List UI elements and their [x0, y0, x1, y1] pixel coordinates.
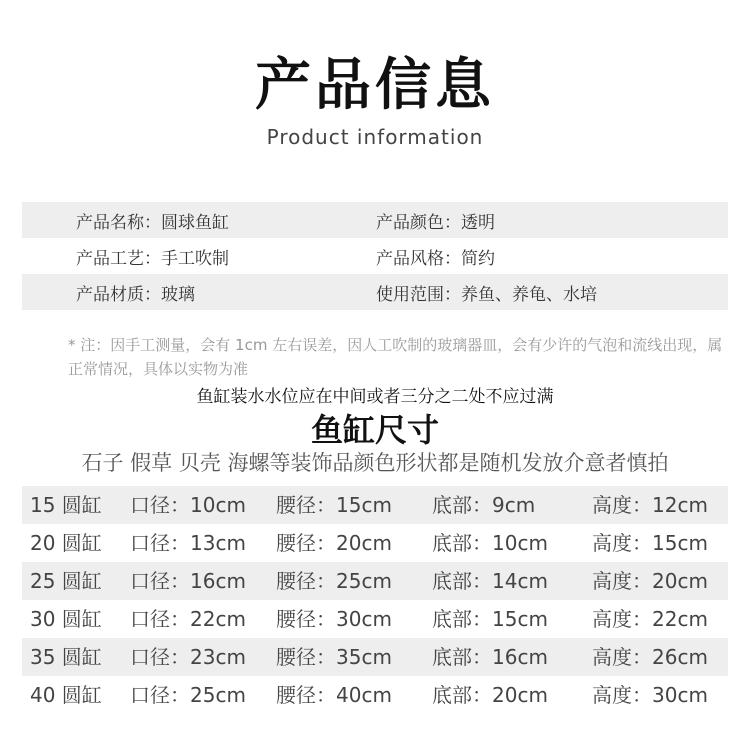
size-height: 高度：22cm — [592, 607, 708, 631]
info-row — [22, 238, 728, 274]
product-info-table — [22, 202, 728, 310]
size-height: 高度：15cm — [592, 531, 708, 555]
page-subtitle: Product information — [266, 125, 484, 149]
info-product-color: 产品颜色：透明 — [376, 212, 495, 233]
size-waist: 腰径：15cm — [276, 493, 392, 517]
size-model: 15 圆缸 — [30, 493, 102, 517]
size-waist: 腰径：30cm — [276, 607, 392, 631]
size-model: 25 圆缸 — [30, 569, 102, 593]
size-waist: 腰径：35cm — [276, 645, 392, 669]
info-product-material: 产品材质：玻璃 — [76, 284, 195, 305]
page-title: 产品信息 — [255, 53, 495, 118]
size-section-title: 鱼缸尺寸 — [310, 411, 439, 449]
size-waist: 腰径：25cm — [276, 569, 392, 593]
size-mouth: 口径：23cm — [130, 645, 246, 669]
decoration-random-note: 石子 假草 贝壳 海螺等装饰品颜色形状都是随机发放介意者慎拍 — [81, 451, 669, 475]
size-model: 35 圆缸 — [30, 645, 102, 669]
size-bottom: 底部：9cm — [432, 493, 536, 517]
size-waist: 腰径：40cm — [276, 683, 392, 707]
size-height: 高度：20cm — [592, 569, 708, 593]
size-model: 30 圆缸 — [30, 607, 102, 631]
info-product-name: 产品名称：圆球鱼缸 — [76, 212, 229, 233]
size-bottom: 底部：10cm — [432, 531, 548, 555]
info-product-style: 产品风格：简约 — [376, 248, 495, 269]
size-height: 高度：30cm — [592, 683, 708, 707]
table-row — [22, 524, 728, 562]
info-product-craft: 产品工艺：手工吹制 — [76, 248, 229, 269]
size-mouth: 口径：22cm — [130, 607, 246, 631]
size-height: 高度：12cm — [592, 493, 708, 517]
info-row — [22, 274, 728, 310]
size-table — [22, 486, 728, 714]
size-mouth: 口径：25cm — [130, 683, 246, 707]
size-mouth: 口径：10cm — [130, 493, 246, 517]
size-bottom: 底部：15cm — [432, 607, 548, 631]
size-bottom: 底部：20cm — [432, 683, 548, 707]
size-model: 20 圆缸 — [30, 531, 102, 555]
table-row — [22, 562, 728, 600]
size-bottom: 底部：16cm — [432, 645, 548, 669]
info-row — [22, 202, 728, 238]
size-mouth: 口径：13cm — [130, 531, 246, 555]
table-row — [22, 676, 728, 714]
size-height: 高度：26cm — [592, 645, 708, 669]
water-level-note: 鱼缸装水水位应在中间或者三分之二处不应过满 — [196, 387, 554, 407]
size-bottom: 底部：14cm — [432, 569, 548, 593]
table-row — [22, 638, 728, 676]
table-row — [22, 600, 728, 638]
table-row — [22, 486, 728, 524]
size-mouth: 口径：16cm — [130, 569, 246, 593]
measurement-note: * 注：因手工测量，会有 1cm 左右误差，因人工吹制的玻璃器皿，会有少许的气泡和流线出现，属正常情况，具体以实物为准 — [68, 336, 723, 378]
size-waist: 腰径：20cm — [276, 531, 392, 555]
size-model: 40 圆缸 — [30, 683, 102, 707]
info-usage-scope: 使用范围：养鱼、养龟、水培 — [376, 284, 597, 305]
